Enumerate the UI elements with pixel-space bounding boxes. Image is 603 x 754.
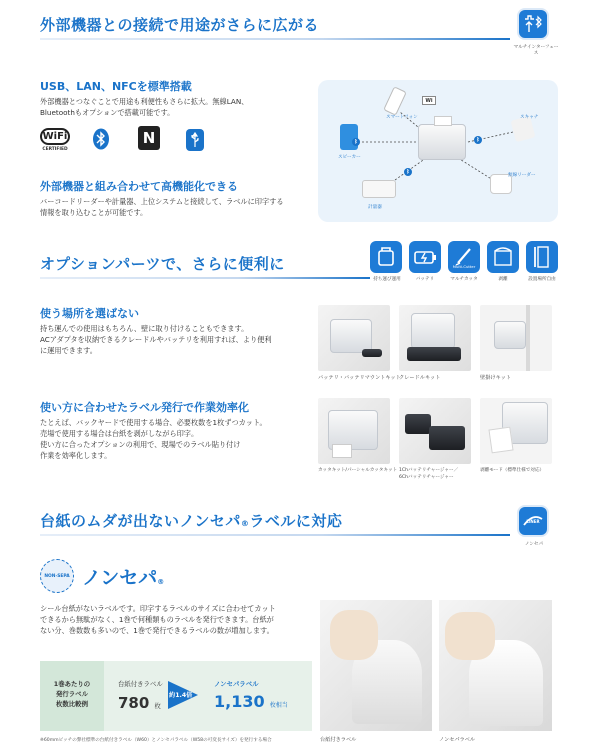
- nonsepa-logo-reg: ®: [157, 578, 165, 586]
- combo-heading: 外部機器と組み合わせて高機能化できる: [40, 180, 238, 193]
- connection-diagram: [318, 80, 558, 222]
- comparison-footnote: ※60mmピッチの弊社標準の台紙付きラベル（W60）とノンセパラベル（W58の可変長サイズ）を発行する場合: [40, 738, 272, 743]
- smartphone-label: スマートフォン: [386, 115, 418, 120]
- battery-icon: [409, 241, 441, 273]
- usage-body-line: 作業を効率化します。: [40, 451, 112, 460]
- wifi-badge-icon: Wi: [422, 96, 436, 105]
- wifi-logo-text: Fi: [57, 131, 68, 142]
- photo-caption: 6Chバッテリチャージャー: [399, 475, 454, 480]
- place-body-line: ACアダプタを収納できるクレードルやバッテリを利用すれば、より便利: [40, 335, 272, 344]
- printer-image: [418, 124, 466, 160]
- cutter-tile-label: Multi-Cutter: [452, 264, 476, 269]
- nonsepa-tile-label: LINER: [526, 519, 540, 524]
- scale-image: [362, 180, 396, 198]
- usb-body-line: 外部機器とつなぐことで用途も利便性もさらに拡大。無線LAN、: [40, 97, 249, 106]
- nonsepa-body-line: シール台紙がないラベルです。印字するラベルのサイズに合わせてカット: [40, 604, 276, 613]
- ratio-value: 1.4: [175, 692, 187, 699]
- ratio-prefix: 約: [169, 692, 176, 699]
- mount-unit: 枚: [154, 702, 161, 710]
- mount-value-group: [118, 693, 161, 712]
- usb-heading: USB、LAN、NFCを標準搭載: [40, 80, 192, 93]
- cutter-kit-photo: [318, 398, 390, 464]
- nonsepa-badge-logo: [40, 559, 74, 593]
- speaker-label: スピーカー: [338, 155, 361, 160]
- tile-caption: バッテリ: [415, 277, 435, 282]
- photo-caption: クレードルキット: [399, 375, 441, 381]
- nonsepa-label: ノンセパラベル: [214, 680, 259, 688]
- ratio-text: [169, 690, 192, 699]
- section-divider: [40, 38, 510, 40]
- mount-label: 台紙付きラベル: [118, 680, 163, 688]
- place-body: [40, 323, 310, 356]
- wall-mount-icon: [526, 241, 558, 273]
- nonsepa-value-group: [214, 692, 288, 711]
- photo-caption: 台紙付きラベル: [320, 737, 357, 743]
- photo-caption: 1Chバッテリチャージャー／: [399, 468, 459, 473]
- usage-body-line: 使い方に合ったオプションの利用で、現場でのラベル貼り付け: [40, 440, 241, 449]
- section-title-nonsepa: [40, 510, 342, 531]
- photo-caption: 壁掛けキット: [480, 375, 512, 381]
- usage-body-line: 売場で使用する場合は台紙を剥がしながら印字。: [40, 429, 199, 438]
- photo-caption: ノンセパラベル: [439, 737, 476, 743]
- usb-body-line: Bluetoothもオプションで搭載可能です。: [40, 108, 175, 117]
- tile-caption: 剥離: [498, 277, 508, 282]
- nonsepa-body: [40, 603, 320, 636]
- wifi-certified-logo: [40, 128, 70, 156]
- reader-label: 無線リーダー: [508, 173, 536, 178]
- multi-interface-tile: [517, 8, 549, 40]
- usage-body: [40, 417, 312, 461]
- nonsepa-title-reg: ®: [240, 519, 250, 528]
- liner-label-photo: [320, 600, 432, 731]
- nonsepa-liner-icon: [519, 507, 547, 535]
- section-title-external: 外部機器との接続で用途がさらに広がる: [40, 16, 320, 34]
- wall-kit-photo: [480, 305, 552, 371]
- bluetooth-dot-icon: ᛒ: [404, 168, 412, 176]
- tile-caption: 持ち運び運用: [373, 277, 401, 282]
- nonsepa-logo: [82, 563, 164, 590]
- nonsepa-value: 1,130: [214, 692, 265, 711]
- nonsepa-icon-caption: ノンセパ: [524, 542, 544, 547]
- battery-kit-photo: [318, 305, 390, 371]
- nonsepa-tile: [517, 505, 549, 537]
- label-roll-image: [434, 116, 452, 126]
- photo-caption: バッテリ・バッテリマウントキット: [318, 375, 401, 381]
- label-count-comparison: [40, 661, 312, 731]
- wifi-logo-text: Wi: [42, 131, 58, 142]
- mount-value: 780: [118, 694, 150, 712]
- usb-icon: [186, 129, 204, 151]
- photo-caption: カッタキット/パーシャルカッタキット: [318, 468, 398, 473]
- usb-body: [40, 96, 310, 118]
- comparison-label-line: 発行ラベル: [56, 690, 88, 698]
- comparison-label-line: 枚数比較例: [56, 700, 88, 708]
- scale-label: 計量器: [368, 205, 382, 210]
- speaker-image: [340, 124, 358, 150]
- comparison-label-cell: [40, 661, 104, 731]
- peeler-icon: [487, 241, 519, 273]
- usage-body-line: たとえば、バックヤードで使用する場合、必要枚数を1枚ずつカット。: [40, 418, 267, 427]
- multi-interface-caption: マルチインターフェース: [513, 45, 559, 56]
- bluetooth-dot-icon: ᛒ: [474, 136, 482, 144]
- photo-caption: 剥離モード（標準仕様で対応）: [480, 468, 545, 473]
- section-divider: [40, 534, 510, 536]
- cutter-icon: [448, 241, 480, 273]
- nonsepa-badge-text: NON-SEPA: [44, 574, 70, 579]
- nonsepa-logo-text: ノンセパ: [82, 567, 158, 589]
- handheld-printer-icon: [370, 241, 402, 273]
- peel-mode-photo: [480, 398, 552, 464]
- comparison-label-line: 1巻あたりの: [53, 680, 91, 688]
- cradle-kit-photo: [399, 305, 471, 371]
- nonsepa-body-line: ない分、巻数数も多いので、1巻で発行できるラベルの数が増加します。: [40, 626, 274, 635]
- battery-charger-photo: [399, 398, 471, 464]
- wifi-cert-text: CERTIFIED: [42, 147, 68, 152]
- nonsepa-unit: 枚相当: [269, 702, 288, 709]
- bluetooth-icon: [92, 128, 110, 154]
- nonsepa-title-main: 台紙のムダが出ないノンセパ: [40, 512, 241, 530]
- tile-caption: 設置場所自由: [528, 277, 556, 282]
- place-body-line: 持ち運んでの使用はもちろん、壁に取り付けることもできます。: [40, 324, 249, 333]
- nfc-icon: N: [138, 126, 160, 150]
- nonsepa-title-tail: ラベルに対応: [249, 512, 343, 530]
- multi-interface-icon: [519, 10, 547, 38]
- scanner-label: スキャナ: [520, 115, 539, 120]
- ratio-suffix: 倍: [186, 692, 193, 699]
- place-body-line: に運用できます。: [40, 346, 97, 355]
- place-heading: 使う場所を選ばない: [40, 307, 139, 320]
- nonsepa-label-photo: [439, 600, 552, 731]
- combo-body-line: バーコードリーダーや計量器、上位システムと接続して、ラベルに印字する: [40, 197, 284, 206]
- combo-body-line: 情報を取り込むことが可能です。: [40, 208, 148, 217]
- section-title-options: オプションパーツで、さらに便利に: [40, 255, 285, 273]
- bluetooth-dot-icon: ᛒ: [352, 138, 360, 146]
- combo-body: [40, 196, 320, 218]
- usage-heading: 使い方に合わせたラベル発行で作業効率化: [40, 401, 249, 414]
- section-divider: [40, 277, 370, 279]
- nonsepa-body-line: できるから無駄がなく、1巻で何種類ものラベルを発行できます。台紙が: [40, 615, 274, 624]
- tile-caption: マルチカッタ: [450, 277, 478, 282]
